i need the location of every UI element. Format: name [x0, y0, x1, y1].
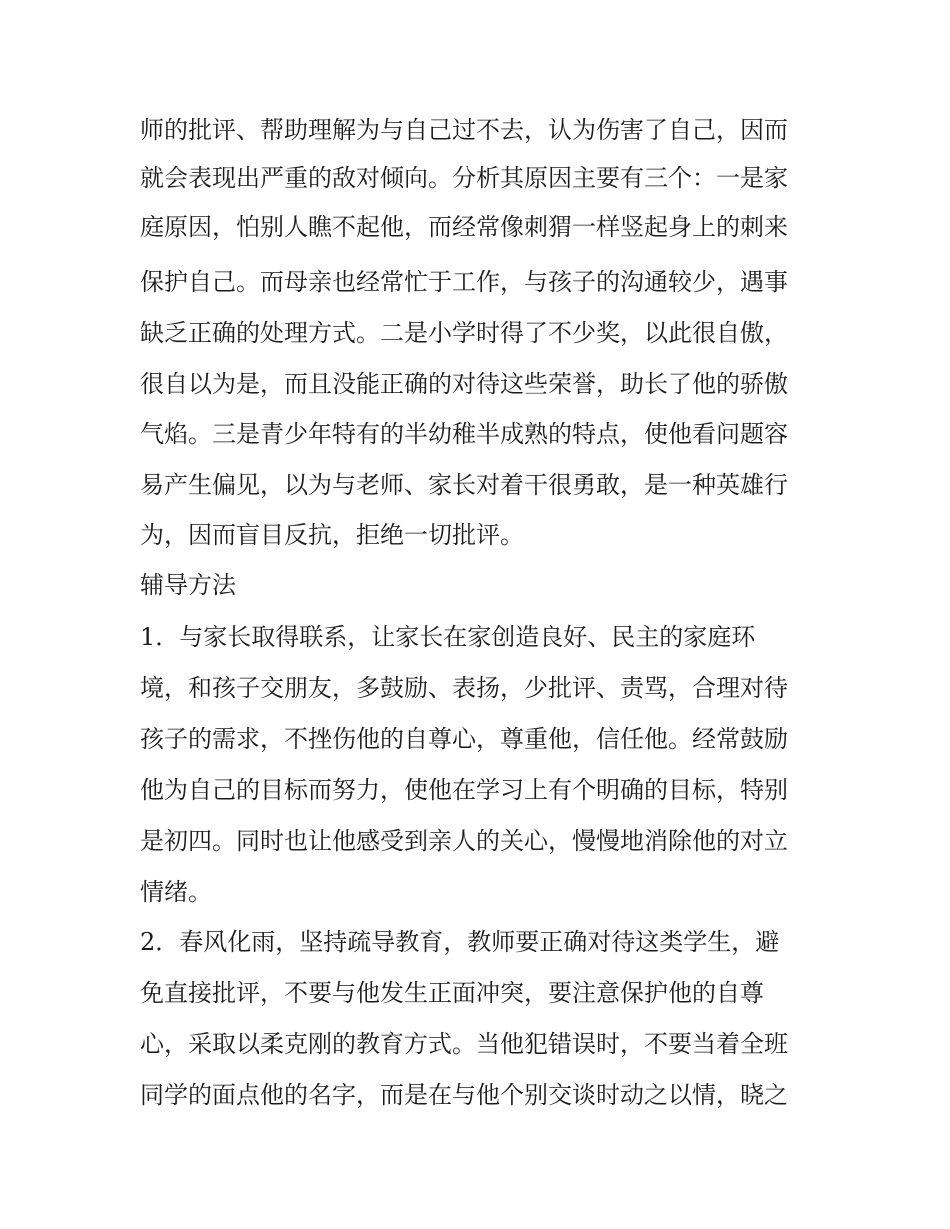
list-item-line: 情绪。 — [140, 878, 212, 906]
list-item-line: 1．与家长取得联系，让家长在家创造良好、民主的家庭环 — [140, 623, 756, 651]
paragraph-line: 师的批评、帮助理解为与自己过不去，认为伤害了自己，因而 — [140, 116, 788, 144]
paragraph-line: 就会表现出严重的敌对倾向。分析其原因主要有三个：一是家 — [140, 164, 788, 192]
list-item-line: 境，和孩子交朋友，多鼓励、表扬，少批评、责骂，合理对待 — [140, 674, 788, 702]
paragraph-line: 气焰。三是青少年特有的半幼稚半成熟的特点，使他看问题容 — [140, 420, 788, 448]
paragraph-line: 庭原因，怕别人瞧不起他，而经常像刺猬一样竖起身上的刺来 — [140, 213, 788, 241]
list-item-line: 同学的面点他的名字，而是在与他个别交谈时动之以情，晓之 — [140, 1081, 788, 1109]
list-item-line: 免直接批评，不要与他发生正面冲突，要注意保护他的自尊 — [140, 979, 764, 1007]
paragraph-line: 易产生偏见，以为与老师、家长对着干很勇敢，是一种英雄行 — [140, 471, 788, 499]
list-item-line: 是初四。同时也让他感受到亲人的关心，慢慢地消除他的对立 — [140, 827, 788, 855]
list-item-line: 孩子的需求，不挫伤他的自尊心，尊重他，信任他。经常鼓励 — [140, 725, 788, 753]
section-heading: 辅导方法 — [140, 571, 236, 599]
list-item-line: 他为自己的目标而努力，使他在学习上有个明确的目标，特别 — [140, 776, 788, 804]
paragraph-line: 保护自己。而母亲也经常忙于工作，与孩子的沟通较少，遇事 — [140, 268, 788, 296]
paragraph-line: 为，因而盲目反抗，拒绝一切批评。 — [140, 521, 524, 549]
paragraph-line: 缺乏正确的处理方式。二是小学时得了不少奖，以此很自傲， — [140, 319, 788, 347]
list-item-line: 2．春风化雨，坚持疏导教育，教师要正确对待这类学生，避 — [140, 928, 780, 956]
paragraph-line: 很自以为是，而且没能正确的对待这些荣誉，助长了他的骄傲 — [140, 370, 788, 398]
list-item-line: 心，采取以柔克刚的教育方式。当他犯错误时，不要当着全班 — [140, 1030, 788, 1058]
